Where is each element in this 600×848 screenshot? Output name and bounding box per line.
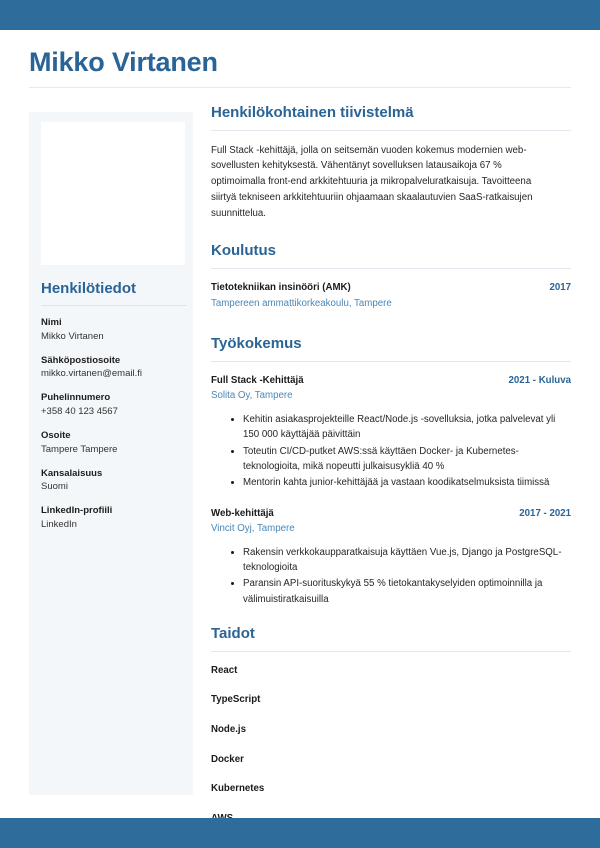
experience-bullet: Toteutin CI/CD-putket AWS:ssä käyttäen Docker- ja Kubernetes-teknologioita, mikä nopeutti julkaisusykliä 40 % — [231, 444, 571, 475]
skills-heading: Taidot — [211, 625, 255, 643]
education-divider — [211, 268, 571, 269]
education-entries — [211, 281, 571, 311]
experience-entry — [211, 374, 571, 491]
experience-divider — [211, 361, 571, 362]
experience-entry-header — [211, 374, 571, 389]
experience-company: Vincit Oyj, Tampere — [211, 523, 295, 535]
summary-text: Full Stack -kehittäjä, jolla on seitsemän vuoden kokemus modernien web-sovellusten kehityksestä. Vähentänyt sovelluksen latausaikoja 67 % optimoimalla front-end arkkitehtuuria ja mikropalveluratkaisuja. Tavoitteena siirtyä tekniseen arkkitehtuuriin ohjaamaan skaalautuvien SaaS-ratkaisujen suunnittelua. — [211, 144, 533, 219]
experience-entries — [211, 374, 571, 607]
experience-entry — [211, 507, 571, 607]
name-divider — [29, 87, 571, 88]
main-column — [211, 104, 571, 841]
experience-bullet-list — [211, 545, 571, 607]
profile-photo-placeholder — [41, 122, 185, 265]
personal-details-list — [41, 317, 187, 532]
personal-detail-label: Puhelinnumero — [41, 392, 111, 404]
experience-date: 2017 - 2021 — [519, 507, 571, 519]
personal-detail-value: Suomi — [41, 481, 68, 493]
personal-detail-value: Mikko Virtanen — [41, 330, 104, 342]
experience-heading: Työkokemus — [211, 335, 302, 353]
personal-detail-label: Sähköpostiosoite — [41, 354, 121, 366]
experience-role: Web-kehittäjä — [211, 507, 274, 519]
page-title: Mikko Virtanen — [29, 47, 218, 77]
education-entry-header — [211, 281, 571, 296]
top-accent-band — [0, 0, 600, 30]
summary-heading: Henkilökohtainen tiivistelmä — [211, 104, 414, 121]
experience-bullet-list — [211, 412, 571, 491]
personal-detail-label: Kansalaisuus — [41, 467, 103, 479]
spacer — [211, 315, 571, 335]
personal-detail-item — [41, 505, 187, 532]
education-date: 2017 — [549, 282, 571, 294]
personal-detail-item — [41, 392, 187, 419]
experience-role: Full Stack -Kehittäjä — [211, 374, 304, 386]
skill-item: React — [211, 664, 238, 676]
personal-detail-value: +358 40 123 4567 — [41, 406, 118, 418]
skill-item: Node.js — [211, 723, 246, 735]
education-heading: Koulutus — [211, 242, 276, 260]
skills-section — [211, 625, 571, 825]
experience-bullet: Paransin API-suorituskykyä 55 % tietokantakyselyiden optimoinnilla ja välimuistiratkaisuilla — [231, 576, 571, 607]
sidebar-panel — [29, 112, 193, 795]
experience-bullet: Kehitin asiakasprojekteille React/Node.js -sovelluksia, jotka palvelevat yli 150 000 käyttäjää päivittäin — [231, 412, 571, 443]
experience-date: 2021 - Kuluva — [508, 374, 571, 386]
summary-section — [211, 104, 571, 221]
personal-details-heading: Henkilötiedot — [41, 280, 137, 297]
resume-content — [0, 30, 600, 818]
experience-bullet: Mentorin kahta junior-kehittäjää ja vastaan koodikatselmuksista tiimissä — [231, 475, 571, 490]
experience-entry-header — [211, 507, 571, 522]
personal-detail-label: LinkedIn-profiili — [41, 505, 113, 517]
skills-divider — [211, 651, 571, 652]
name-header — [29, 48, 571, 88]
skill-item: Kubernetes — [211, 783, 265, 795]
experience-bullet: Rakensin verkkokaupparatkaisuja käyttäen Vue.js, Django ja PostgreSQL-teknologioita — [231, 545, 571, 576]
bottom-accent-band — [0, 818, 600, 848]
education-degree: Tietotekniikan insinööri (AMK) — [211, 282, 351, 294]
experience-company: Solita Oy, Tampere — [211, 390, 293, 402]
education-section — [211, 242, 571, 311]
spacer — [211, 611, 571, 625]
skill-item: TypeScript — [211, 694, 261, 706]
skills-list — [211, 664, 571, 825]
education-institution: Tampereen ammattikorkeakoulu, Tampere — [211, 297, 392, 309]
personal-detail-label: Osoite — [41, 429, 71, 441]
personal-detail-label: Nimi — [41, 317, 62, 328]
personal-detail-value: LinkedIn — [41, 518, 77, 530]
personal-details-divider — [41, 305, 187, 306]
summary-divider — [211, 130, 571, 131]
skill-item: Docker — [211, 753, 244, 765]
personal-details-section — [41, 280, 187, 543]
personal-detail-item — [41, 430, 187, 457]
personal-detail-value: mikko.virtanen@email.fi — [41, 368, 142, 380]
personal-detail-item — [41, 355, 187, 382]
experience-section — [211, 335, 571, 607]
personal-detail-item — [41, 468, 187, 495]
education-entry — [211, 281, 571, 311]
personal-detail-value: Tampere Tampere — [41, 443, 118, 455]
personal-detail-item — [41, 317, 187, 344]
